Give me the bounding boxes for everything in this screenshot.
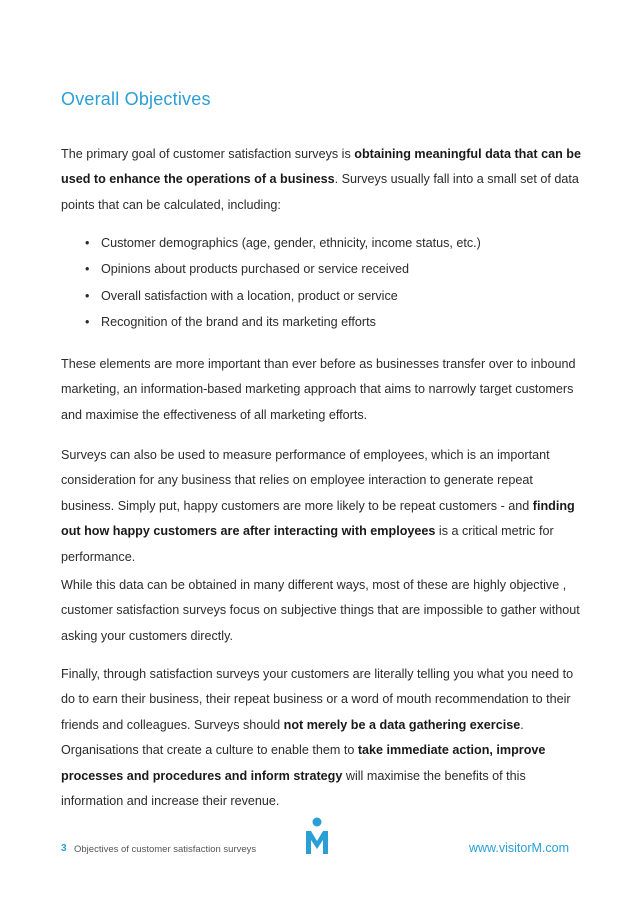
list-item-text: Customer demographics (age, gender, ethnicity, income status, etc.) [101,236,481,250]
intro-text-end: . Surveys usually fall into a small set of data points that can be calculated, including: [61,172,579,212]
employee-text: Surveys can also be used to measure performance of employees, which is an important consideration for any business that relies on employee interaction to generate repeat business. Simply put, happy customers are more likely to be repeat customers - and [61,448,550,513]
bullet-icon: • [85,236,90,250]
list-item-text: Overall satisfaction with a location, product or service [101,288,398,303]
bullet-icon: • [85,315,90,330]
conclusion-text-end: will maximise the benefits of this information and increase their revenue. [61,768,526,809]
list-item [85,309,555,335]
list-item [85,230,555,256]
employee-performance-paragraph [61,443,581,570]
intro-emphasis: obtaining meaningful data that can be used to enhance the operations of a business [61,147,581,187]
list-item-text: Opinions about products purchased or service received [101,262,410,277]
list-item [85,283,555,309]
bullet-icon: • [85,262,90,277]
bullet-icon: • [85,288,90,303]
employee-emphasis: finding out how happy customers are after interacting with employees [61,498,575,539]
intro-text: The primary goal of customer satisfaction surveys is [61,147,355,161]
conclusion-text: Finally, through satisfaction surveys your customers are literally telling you what you need to do to earn their business, their repeat business or a word of mouth recommendation to their friends and colleagues. Surveys should [61,667,574,732]
conclusion-text-mid: . Organisations that create a culture to enable them to [61,717,524,758]
employee-text-end: is a critical metric for performance. [61,524,554,564]
visitorm-person-m-logo-icon [305,817,329,855]
conclusion-paragraph [61,662,581,814]
conclusion-emphasis-2: take immediate action, improve processes and procedures and inform strategy [61,743,546,783]
section-heading: Overall Objectives [61,89,211,109]
list-item-text: Recognition of the brand and its marketing efforts [101,315,376,330]
intro-paragraph [61,142,581,218]
footer-title: Objectives of customer satisfaction surveys [74,844,257,855]
list-item [85,256,555,282]
page-number: 3 [61,843,67,854]
conclusion-emphasis-1: not merely be a data gathering exercise [283,717,521,732]
website-link[interactable]: www.visitorM.com [469,841,570,855]
data-points-list [85,230,555,336]
inbound-marketing-paragraph: These elements are more important than ever before as businesses transfer over to inbound marketing, an information-based marketing approach that aims to narrowly target customers and maximise the effectiveness of all marketing efforts. [61,357,576,422]
subjective-data-paragraph: While this data can be obtained in many different ways, most of these are highly objective , customer satisfaction surveys focus on subjective things that are impossible to gather without asking your customers directly. [61,578,580,643]
